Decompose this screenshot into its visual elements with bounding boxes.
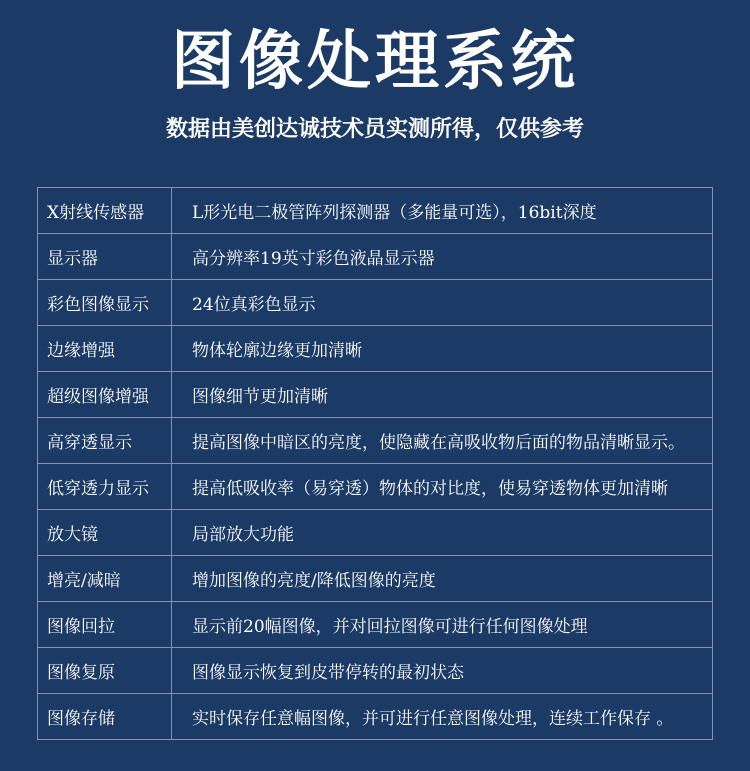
table-row xyxy=(38,372,713,418)
spec-desc: 图像细节更加清晰 xyxy=(172,372,713,418)
table-row xyxy=(38,648,713,694)
table-row xyxy=(38,418,713,464)
table-row xyxy=(38,234,713,280)
spec-name: 显示器 xyxy=(38,234,172,280)
spec-desc: 24位真彩色显示 xyxy=(172,280,713,326)
spec-table xyxy=(37,187,713,740)
spec-name: 放大镜 xyxy=(38,510,172,556)
table-row xyxy=(38,694,713,740)
table-row xyxy=(38,280,713,326)
spec-desc: 实时保存任意幅图像，并可进行任意图像处理，连续工作保存 。 xyxy=(172,694,713,740)
spec-desc: 图像显示恢复到皮带停转的最初状态 xyxy=(172,648,713,694)
table-row xyxy=(38,464,713,510)
page-subtitle: 数据由美创达诚技术员实测所得，仅供参考 xyxy=(165,117,584,142)
table-row xyxy=(38,188,713,234)
table-row xyxy=(38,326,713,372)
spec-desc: 局部放大功能 xyxy=(172,510,713,556)
table-row xyxy=(38,602,713,648)
spec-name: 低穿透力显示 xyxy=(38,464,172,510)
spec-name: 边缘增强 xyxy=(38,326,172,372)
spec-name: 彩色图像显示 xyxy=(38,280,172,326)
page-title: 图像处理系统 xyxy=(171,25,579,99)
spec-name: 图像回拉 xyxy=(38,602,172,648)
spec-desc: 提高图像中暗区的亮度，使隐藏在高吸收物后面的物品清晰显示。 xyxy=(172,418,713,464)
spec-name: 图像复原 xyxy=(38,648,172,694)
spec-name: 超级图像增强 xyxy=(38,372,172,418)
spec-desc: L形光电二极管阵列探测器（多能量可选），16bit深度 xyxy=(172,188,713,234)
spec-name: 图像存储 xyxy=(38,694,172,740)
table-row xyxy=(38,510,713,556)
spec-name: 高穿透显示 xyxy=(38,418,172,464)
spec-name: 增亮/减暗 xyxy=(38,556,172,602)
spec-desc: 物体轮廓边缘更加清晰 xyxy=(172,326,713,372)
table-row xyxy=(38,556,713,602)
spec-desc: 高分辨率19英寸彩色液晶显示器 xyxy=(172,234,713,280)
spec-desc: 提高低吸收率（易穿透）物体的对比度，使易穿透物体更加清晰 xyxy=(172,464,713,510)
spec-name: X射线传感器 xyxy=(38,188,172,234)
spec-desc: 显示前20幅图像，并对回拉图像可进行任何图像处理 xyxy=(172,602,713,648)
spec-desc: 增加图像的亮度/降低图像的亮度 xyxy=(172,556,713,602)
